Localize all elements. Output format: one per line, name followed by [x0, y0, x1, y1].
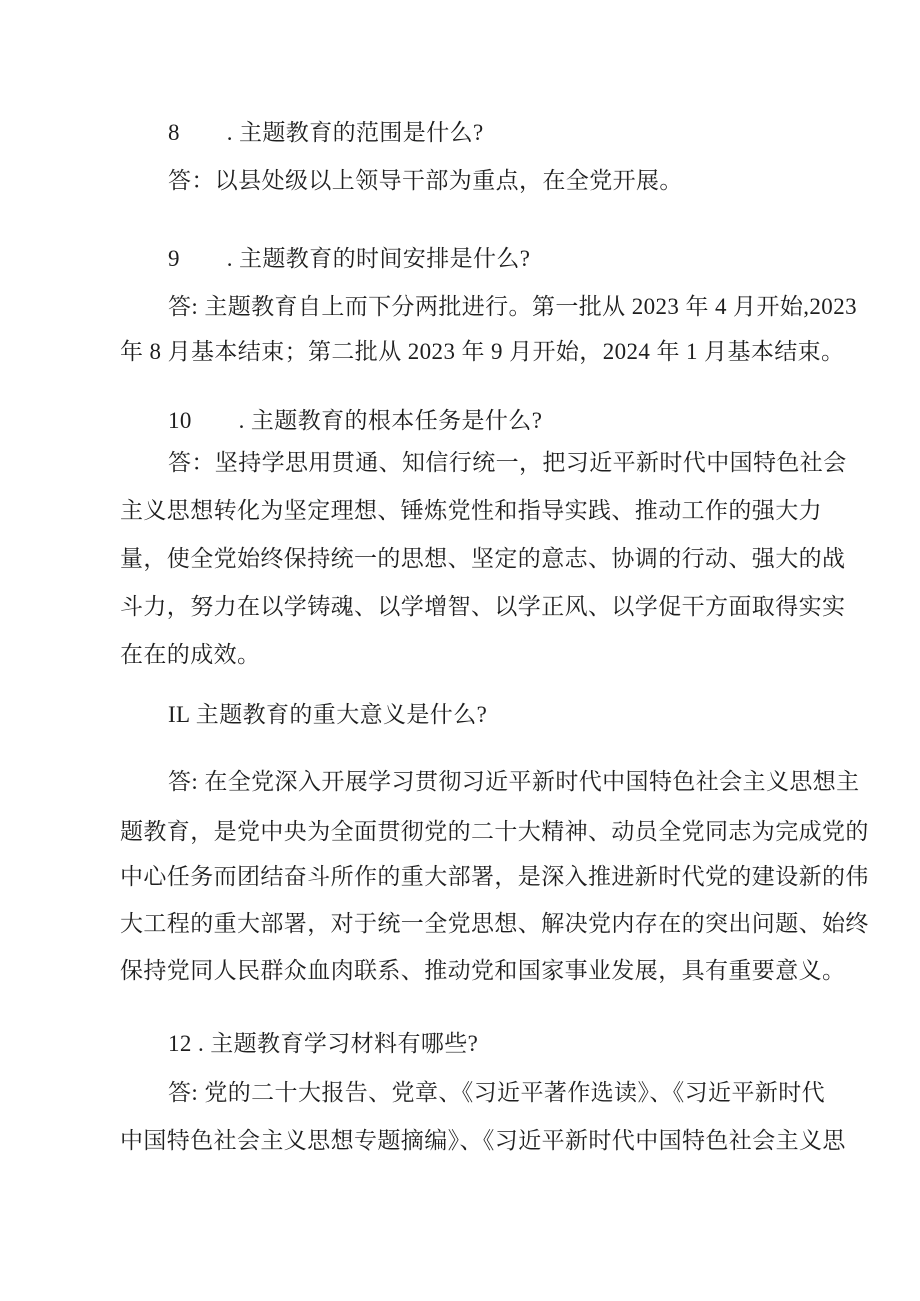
answer-11-line: 大工程的重大部署，对于统一全党思想、解决党内存在的突出问题、始终 — [120, 911, 869, 936]
answer-11-line: 答: 在全党深入开展学习贯彻习近平新时代中国特色社会主义思想主 — [168, 769, 860, 794]
question-8: 8 . 主题教育的范围是什么? — [168, 120, 484, 145]
answer-9-line: 答: 主题教育自上而下分两批进行。第一批从 2023 年 4 月开始,2023 — [168, 294, 857, 319]
answer-11-line: 中心任务而团结奋斗所作的重大部署，是深入推进新时代党的建设新的伟 — [120, 864, 869, 889]
answer-10-line: 斗力，努力在以学铸魂、以学增智、以学正风、以学促干方面取得实实 — [120, 594, 846, 619]
answer-10-line: 答：坚持学思用贯通、知信行统一，把习近平新时代中国特色社会 — [168, 450, 847, 475]
answer-8-line: 答：以县处级以上领导干部为重点，在全党开展。 — [168, 168, 683, 193]
answer-11-line: 题教育，是党中央为全面贯彻党的二十大精神、动员全党同志为完成党的 — [120, 819, 869, 844]
question-9: 9 . 主题教育的时间安排是什么? — [168, 246, 531, 271]
question-12: 12 . 主题教育学习材料有哪些? — [168, 1031, 479, 1056]
answer-9-line: 年 8 月基本结束；第二批从 2023 年 9 月开始，2024 年 1 月基本结束。 — [120, 339, 845, 364]
question-10: 10 . 主题教育的根本任务是什么? — [168, 408, 543, 433]
answer-10-line: 量，使全党始终保持统一的思想、坚定的意志、协调的行动、强大的战 — [120, 546, 846, 571]
answer-12-line: 中国特色社会主义思想专题摘编》、《习近平新时代中国特色社会主义思 — [120, 1128, 846, 1153]
answer-11-line: 保持党同人民群众血肉联系、推动党和国家事业发展，具有重要意义。 — [120, 958, 846, 983]
answer-10-line: 在在的成效。 — [120, 642, 261, 667]
answer-12-line: 答: 党的二十大报告、党章、《习近平著作选读》、《习近平新时代 — [168, 1080, 826, 1105]
question-11: IL 主题教育的重大意义是什么? — [168, 702, 488, 727]
answer-10-line: 主义思想转化为坚定理想、锤炼党性和指导实践、推动工作的强大力 — [120, 498, 822, 523]
